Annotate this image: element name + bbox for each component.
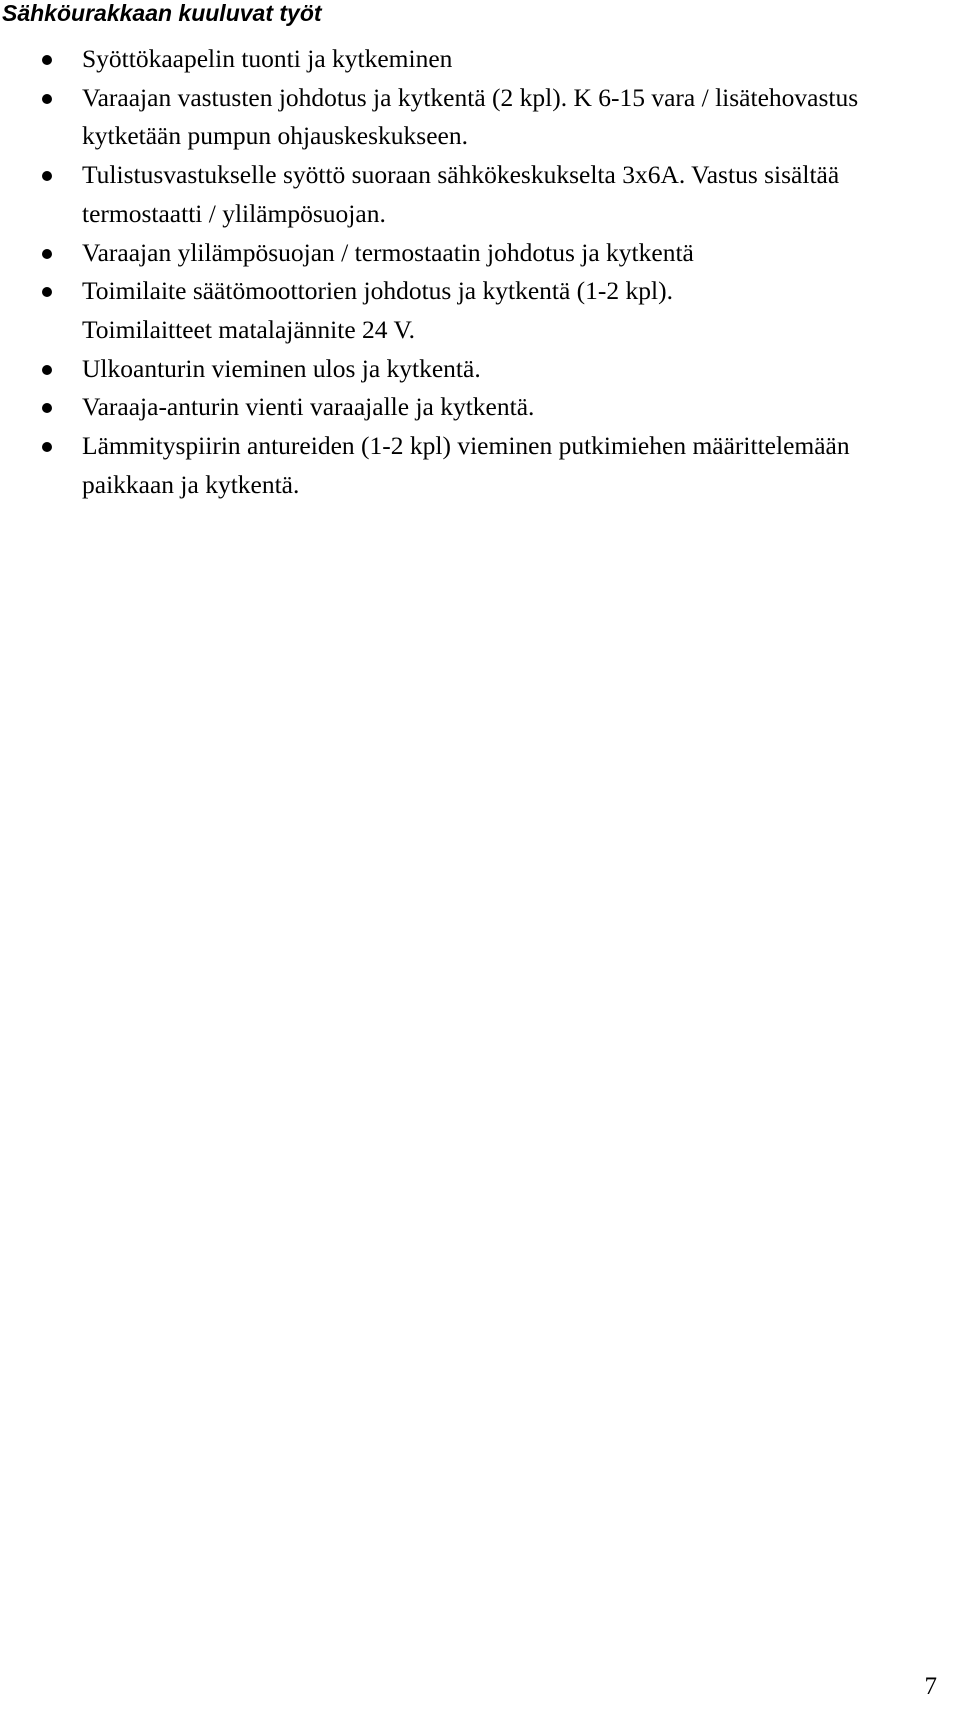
list-item-text: Syöttökaapelin tuonti ja kytkeminen (82, 44, 453, 73)
page-number: 7 (924, 1673, 937, 1700)
list-item (36, 234, 916, 273)
section-heading: Sähköurakkaan kuuluvat työt (2, 0, 322, 26)
list-item-text: Ulkoanturin vieminen ulos ja kytkentä. (82, 353, 481, 383)
bullet-icon (42, 403, 52, 413)
list-item (36, 156, 916, 233)
list-item-text: Varaaja-anturin vienti varaajalle ja kytkentä. (82, 392, 535, 422)
list-item-text: Lämmityspiirin antureiden (1-2 kpl) vieminen putkimiehen määrittelemään paikkaan ja kytkentä. (82, 431, 850, 499)
list-continuation-line: Toimilaitteet matalajännite 24 V. (82, 314, 415, 344)
list-item (36, 350, 916, 389)
bullet-icon (42, 287, 52, 297)
list-item (36, 272, 916, 311)
list-item (36, 388, 916, 427)
list-item-text: Tulistusvastukselle syöttö suoraan sähkökeskukselta 3x6A. Vastus sisältää termostaatti / ylilämpösuojan. (82, 160, 840, 228)
bullet-icon (42, 171, 52, 181)
list-item (36, 40, 916, 79)
bullet-icon (42, 442, 52, 452)
list-item (36, 427, 916, 504)
bullet-icon (42, 55, 52, 65)
list-item-text: Varaajan vastusten johdotus ja kytkentä (2 kpl). K 6-15 vara / lisätehovastus kytketään pumpun ohjauskeskukseen. (82, 82, 859, 151)
list-item (36, 79, 916, 156)
bullet-icon (42, 365, 52, 375)
bullet-icon (42, 94, 52, 104)
work-items-list (36, 40, 916, 504)
list-item-text: Toimilaite säätömoottorien johdotus ja kytkentä (1-2 kpl). (82, 276, 673, 306)
bullet-icon (42, 249, 52, 259)
list-item-text: Varaajan ylilämpösuojan / termostaatin johdotus ja kytkentä (82, 237, 694, 267)
